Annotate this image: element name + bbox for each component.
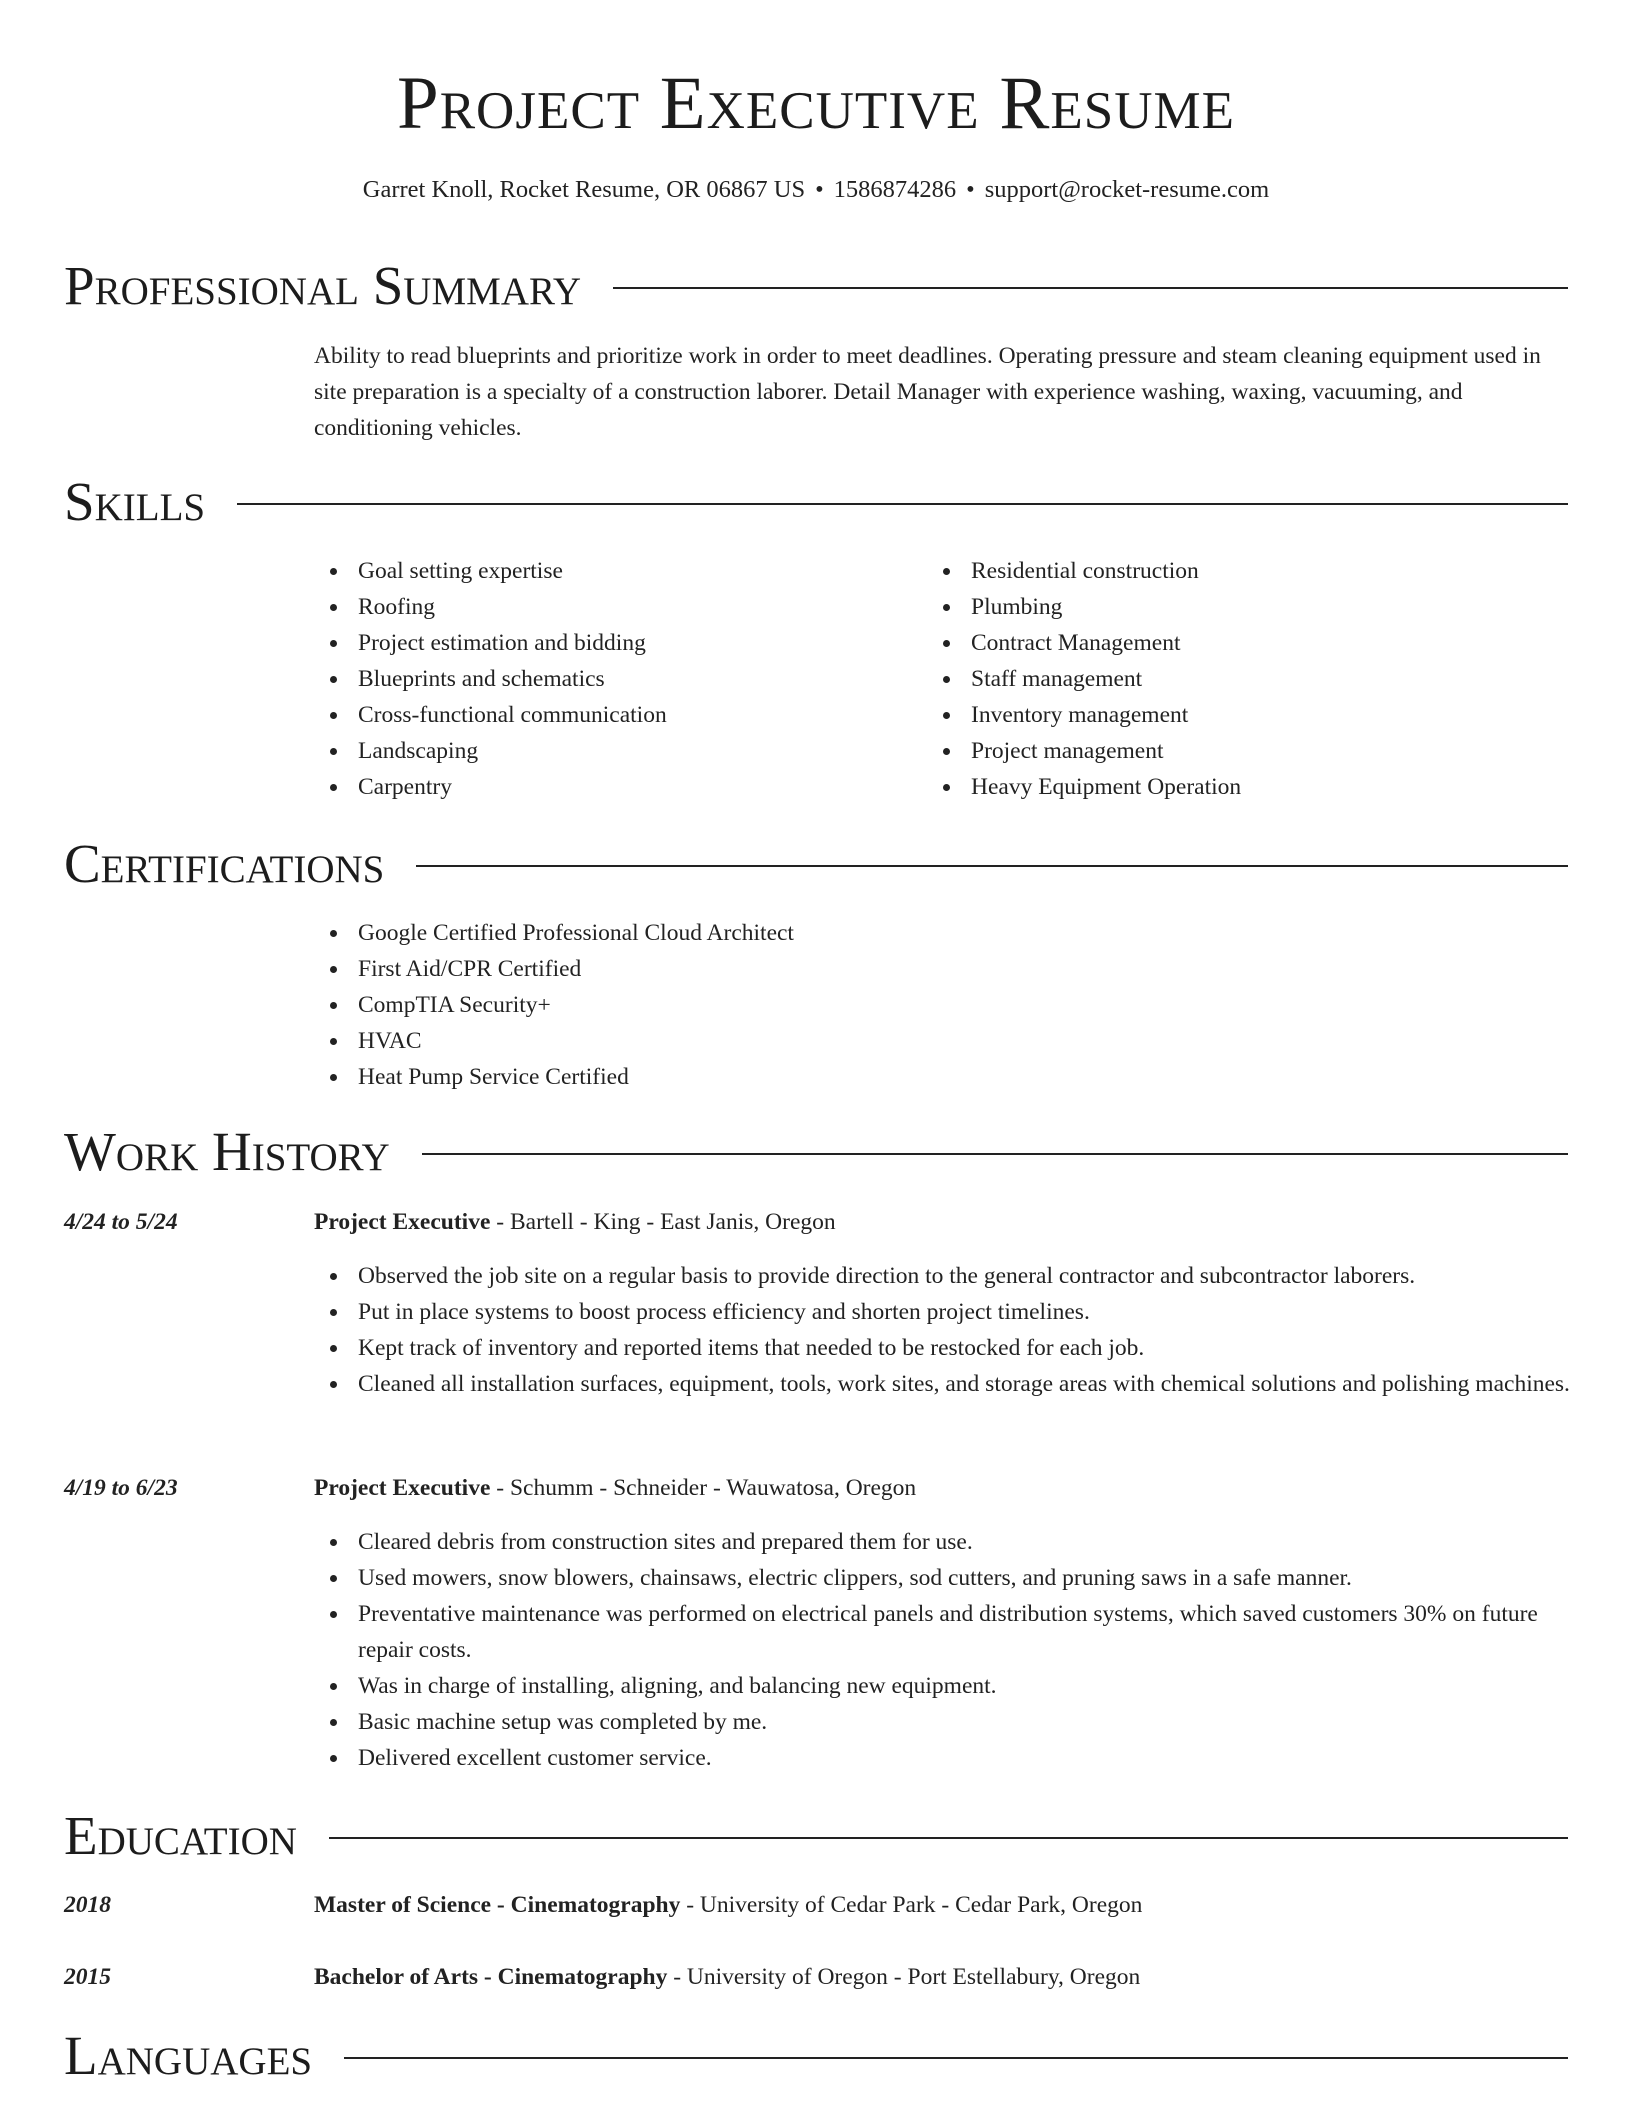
certification-item: Heat Pump Service Certified [314,1059,1572,1095]
work-title [314,1470,916,1506]
work-bullet: Cleared debris from construction sites and prepared them for use. [314,1524,1572,1560]
section-divider [422,1153,1568,1155]
skill-item: Staff management [927,661,1487,697]
job-details: - Schumm - Schneider - Wauwatosa, Oregon [490,1475,917,1501]
contact-line [0,174,1632,206]
section-title: Certifications [64,833,385,894]
section-title: Education [64,1805,297,1866]
section-title: Work History [64,1121,390,1182]
section-divider [416,865,1568,867]
work-title [314,1204,836,1240]
section-divider [613,287,1568,289]
section-title: Skills [64,471,206,532]
education-title [314,1887,1142,1923]
section-divider [329,1837,1568,1839]
education-year: 2018 [64,1892,111,1918]
skill-item: Inventory management [927,697,1487,733]
skills-column-right [927,553,1487,805]
certification-item: HVAC [314,1023,1572,1059]
skill-item: Blueprints and schematics [314,661,874,697]
work-bullet: Put in place systems to boost process efficiency and shorten project timelines. [314,1294,1572,1330]
education-year: 2015 [64,1964,111,1990]
work-bullets [314,1258,1572,1402]
section-header-education [64,1804,1568,1868]
skill-item: Landscaping [314,733,874,769]
skill-item: Carpentry [314,769,874,805]
resume-title: Project Executive Resume [397,62,1235,145]
skill-item: Project management [927,733,1487,769]
education-details: - University of Oregon - Port Estellabury, Oregon [667,1964,1141,1990]
skill-item: Roofing [314,589,874,625]
section-title: Professional Summary [64,255,582,316]
certification-item: First Aid/CPR Certified [314,951,1572,987]
certification-item: Google Certified Professional Cloud Architect [314,915,1572,951]
contact-separator: • [966,176,975,203]
section-divider [237,503,1568,505]
education-details: - University of Cedar Park - Cedar Park, Oregon [680,1892,1143,1918]
contact-email[interactable]: support@rocket-resume.com [984,176,1270,203]
section-header-work-history [64,1120,1568,1184]
job-role: Project Executive [314,1209,491,1235]
work-dates: 4/19 to 6/23 [64,1475,178,1501]
work-bullet: Used mowers, snow blowers, chainsaws, electric clippers, sod cutters, and pruning saws in a safe manner. [314,1560,1572,1596]
skill-item: Heavy Equipment Operation [927,769,1487,805]
work-bullet: Cleaned all installation surfaces, equipment, tools, work sites, and storage areas with chemical solutions and polishing machines. [314,1366,1572,1402]
work-bullet: Preventative maintenance was performed on electrical panels and distribution systems, which saved customers 30% on future repair costs. [314,1596,1572,1668]
contact-phone: 1586874286 [833,176,957,203]
work-bullet: Observed the job site on a regular basis to provide direction to the general contractor and subcontractor laborers. [314,1258,1572,1294]
work-bullet: Delivered excellent customer service. [314,1740,1572,1776]
section-divider [344,2057,1568,2059]
work-dates: 4/24 to 5/24 [64,1209,178,1235]
section-header-languages [64,2024,1568,2088]
job-role: Project Executive [314,1475,491,1501]
section-header-certifications [64,832,1568,896]
education-title [314,1959,1140,1995]
section-header-skills [64,470,1568,534]
skill-item: Goal setting expertise [314,553,874,589]
section-title: Languages [64,2025,313,2086]
section-header-summary [64,254,1568,318]
skill-item: Plumbing [927,589,1487,625]
work-bullet: Basic machine setup was completed by me. [314,1704,1572,1740]
job-details: - Bartell - King - East Janis, Oregon [490,1209,836,1235]
work-bullets [314,1524,1572,1776]
skill-item: Project estimation and bidding [314,625,874,661]
degree: Bachelor of Arts - Cinematography [314,1964,668,1990]
skills-column-left [314,553,874,805]
contact-separator: • [815,176,824,203]
degree: Master of Science - Cinematography [314,1892,681,1918]
summary-text: Ability to read blueprints and prioritize work in order to meet deadlines. Operating pressure and steam cleaning equipment used in site preparation is a specialty of a construction laborer. Detail Manager with experience washing, waxing, vacuuming, and conditioning vehicles. [314,343,1541,441]
skill-item: Cross-functional communication [314,697,874,733]
certification-item: CompTIA Security+ [314,987,1572,1023]
work-bullet: Kept track of inventory and reported items that needed to be restocked for each job. [314,1330,1572,1366]
work-bullet: Was in charge of installing, aligning, and balancing new equipment. [314,1668,1572,1704]
skill-item: Contract Management [927,625,1487,661]
certifications-list [314,915,1572,1095]
skill-item: Residential construction [927,553,1487,589]
contact-address: Garret Knoll, Rocket Resume, OR 06867 US [362,176,806,203]
